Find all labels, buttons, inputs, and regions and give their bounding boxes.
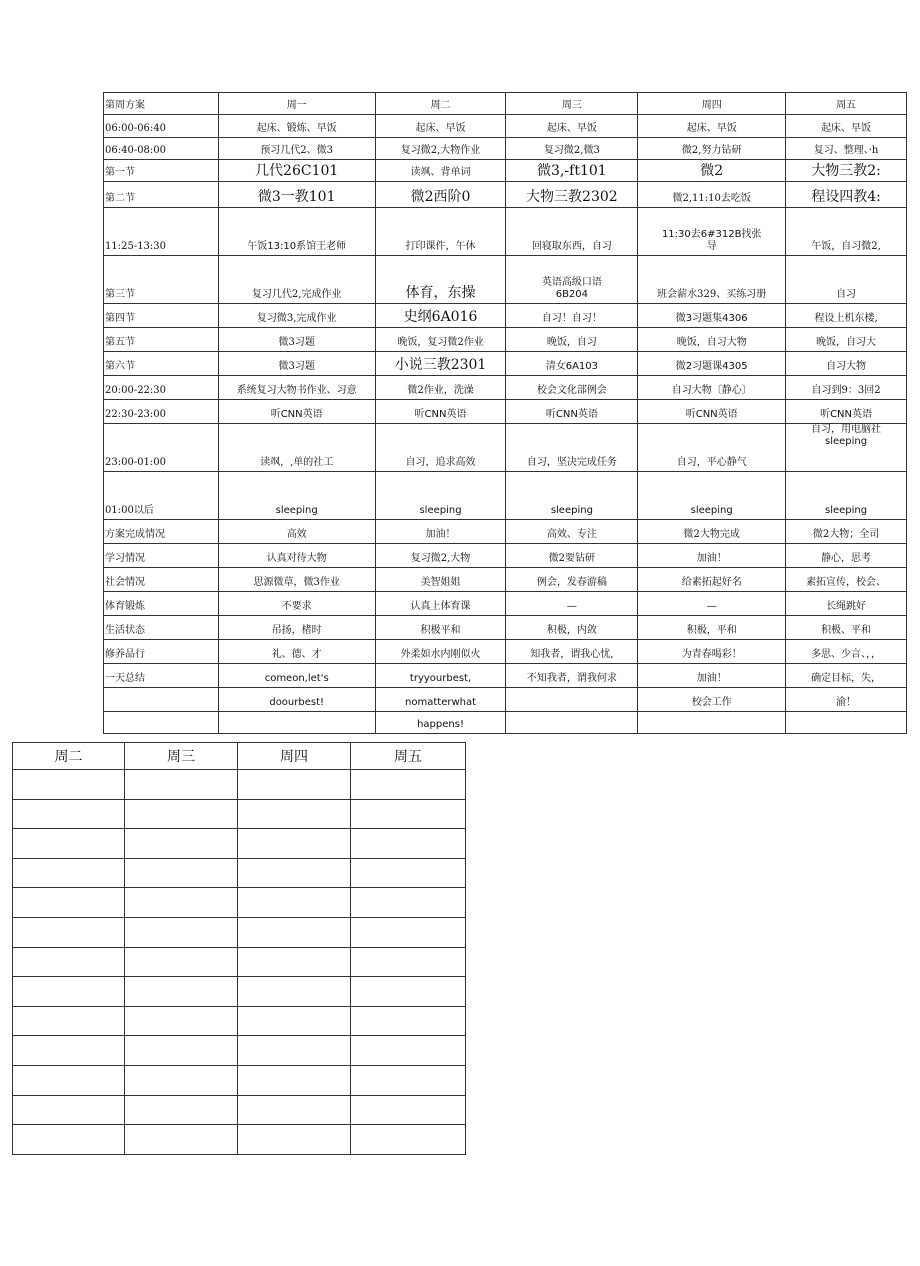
schedule-cell: 例会，发春游稿 xyxy=(506,568,638,592)
blank-table-row xyxy=(13,858,466,888)
schedule-cell: 听CNN英语 xyxy=(506,400,638,424)
blank-table-cell xyxy=(238,858,351,888)
blank-table-cell xyxy=(125,1065,238,1095)
blank-table-row xyxy=(13,1095,466,1125)
time-slot-label: 第六节 xyxy=(104,352,219,376)
schedule-cell: sleeping xyxy=(218,472,375,520)
schedule-cell: 微2作业，洗澡 xyxy=(375,376,506,400)
time-slot-label: 第五节 xyxy=(104,328,219,352)
schedule-cell: 晚饭，自习大物 xyxy=(638,328,786,352)
schedule-cell: sleeping xyxy=(638,472,786,520)
schedule-cell: 给素拓起好名 xyxy=(638,568,786,592)
schedule-cell: 自习！自习！ xyxy=(506,304,638,328)
schedule-cell: 多思、少言、，， xyxy=(786,640,907,664)
time-slot-label: 23:00-01:00 xyxy=(104,424,219,472)
schedule-cell: 几代26C101 xyxy=(218,160,375,182)
time-slot-label: 11:25-13:30 xyxy=(104,208,219,256)
blank-table-cell xyxy=(238,977,351,1007)
schedule-cell: 史纲6A016 xyxy=(375,304,506,328)
time-slot-label: 生活状态 xyxy=(104,616,219,640)
time-slot-label: 体育锻炼 xyxy=(104,592,219,616)
schedule-cell: 静心，思考 xyxy=(786,544,907,568)
blank-table-cell xyxy=(13,1065,125,1095)
blank-weekday-table xyxy=(12,742,466,1155)
schedule-row xyxy=(104,400,907,424)
schedule-cell: 为青春喝彩！ xyxy=(638,640,786,664)
schedule-cell: 回寝取东西，自习 xyxy=(506,208,638,256)
schedule-cell: 素拓宣传，校会、 xyxy=(786,568,907,592)
schedule-cell-line: 6B204 xyxy=(555,289,589,300)
blank-table-cell xyxy=(351,1065,466,1095)
schedule-cell: 复习几代2,完成作业 xyxy=(218,256,375,304)
schedule-cell: 起床、锻炼、早饭 xyxy=(218,115,375,138)
schedule-cell: 高效 xyxy=(218,520,375,544)
time-slot-label: 01:00以后 xyxy=(104,472,219,520)
schedule-cell: 微2习题课4305 xyxy=(638,352,786,376)
blank-table-cell xyxy=(13,888,125,918)
schedule-cell: 读飒、背单词 xyxy=(375,160,506,182)
blank-table-cell xyxy=(351,1036,466,1066)
schedule-cell: 听CNN英语 xyxy=(375,400,506,424)
schedule-cell: 起床、早饭 xyxy=(638,115,786,138)
schedule-cell: 校会工作 xyxy=(638,688,786,712)
schedule-cell-line: 导 xyxy=(706,241,717,252)
schedule-cell: 微2大物完成 xyxy=(638,520,786,544)
schedule-cell: 晚饭，自习大 xyxy=(786,328,907,352)
schedule-row xyxy=(104,568,907,592)
blank-table-cell xyxy=(238,799,351,829)
schedule-cell: 自习，平心静气 xyxy=(638,424,786,472)
blank-table-day-header: 周五 xyxy=(351,743,466,770)
schedule-cell xyxy=(506,712,638,734)
schedule-cell: 复习微2,大物 xyxy=(375,544,506,568)
schedule-corner-header: 第周方案 xyxy=(104,93,219,115)
schedule-cell: 外柔如水内刚似火 xyxy=(375,640,506,664)
time-slot-label: 06:00-06:40 xyxy=(104,115,219,138)
schedule-cell: 读飒，,单的社工 xyxy=(218,424,375,472)
blank-table-row xyxy=(13,977,466,1007)
time-slot-label xyxy=(104,688,219,712)
schedule-cell: nomatterwhat xyxy=(375,688,506,712)
blank-table-cell xyxy=(125,858,238,888)
blank-table-cell xyxy=(351,770,466,800)
schedule-row xyxy=(104,376,907,400)
schedule-cell: 听CNN英语 xyxy=(786,400,907,424)
schedule-cell: 大物三教2: xyxy=(786,160,907,182)
time-slot-label: 方案完成情况 xyxy=(104,520,219,544)
schedule-cell: 思源微草，微3作业 xyxy=(218,568,375,592)
day-column-header: 周一 xyxy=(218,93,375,115)
schedule-row xyxy=(104,640,907,664)
schedule-cell: 起床、早饭 xyxy=(375,115,506,138)
schedule-cell: 清女6A103 xyxy=(506,352,638,376)
schedule-cell: — xyxy=(506,592,638,616)
schedule-row xyxy=(104,115,907,138)
schedule-cell: 复习、整理、·h xyxy=(786,138,907,160)
schedule-cell xyxy=(506,688,638,712)
schedule-cell: 班会薪水329、买练习册 xyxy=(638,256,786,304)
blank-table-cell xyxy=(238,888,351,918)
blank-table-row xyxy=(13,770,466,800)
schedule-cell: 自习，追求高效 xyxy=(375,424,506,472)
blank-table-day-header: 周三 xyxy=(125,743,238,770)
blank-table-cell xyxy=(351,829,466,859)
blank-table-row xyxy=(13,1036,466,1066)
schedule-cell: 程设四教4: xyxy=(786,182,907,208)
blank-table-cell xyxy=(238,947,351,977)
time-slot-label: 一天总结 xyxy=(104,664,219,688)
blank-table-cell xyxy=(351,947,466,977)
time-slot-label xyxy=(104,712,219,734)
schedule-cell: 积极平和 xyxy=(375,616,506,640)
blank-table-row xyxy=(13,1006,466,1036)
blank-table-cell xyxy=(125,1036,238,1066)
schedule-cell: 系统复习大物书作业、习意 xyxy=(218,376,375,400)
blank-table-cell xyxy=(238,770,351,800)
blank-table-cell xyxy=(351,858,466,888)
schedule-cell: 自习到9：3回2 xyxy=(786,376,907,400)
schedule-cell: 微3一教101 xyxy=(218,182,375,208)
schedule-cell: comeon,let's xyxy=(218,664,375,688)
time-slot-label: 社会情况 xyxy=(104,568,219,592)
blank-table-cell xyxy=(13,917,125,947)
blank-table-cell xyxy=(351,1125,466,1155)
schedule-cell: 美智姐姐 xyxy=(375,568,506,592)
blank-table-row xyxy=(13,829,466,859)
blank-table-day-header: 周四 xyxy=(238,743,351,770)
blank-table-cell xyxy=(125,799,238,829)
blank-table-cell xyxy=(238,1006,351,1036)
time-slot-label: 学习情况 xyxy=(104,544,219,568)
schedule-cell: 积极，平和 xyxy=(638,616,786,640)
blank-table-cell xyxy=(351,1095,466,1125)
schedule-row xyxy=(104,256,907,304)
blank-table-row xyxy=(13,917,466,947)
time-slot-label: 修养品行 xyxy=(104,640,219,664)
day-column-header: 周三 xyxy=(506,93,638,115)
blank-table-cell xyxy=(351,888,466,918)
schedule-cell: 微2,努力钻研 xyxy=(638,138,786,160)
time-slot-label: 第二节 xyxy=(104,182,219,208)
blank-table-cell xyxy=(125,770,238,800)
blank-table-cell xyxy=(13,977,125,1007)
blank-table-cell xyxy=(125,1006,238,1036)
schedule-cell: 自习大物〔静心〕 xyxy=(638,376,786,400)
schedule-cell-line: 自习，用电脑社 xyxy=(811,424,882,435)
schedule-cell: 自习，坚决完成任务 xyxy=(506,424,638,472)
schedule-cell: sleeping xyxy=(375,472,506,520)
schedule-cell: sleeping xyxy=(786,472,907,520)
blank-table-cell xyxy=(125,977,238,1007)
schedule-cell: 加油！ xyxy=(375,520,506,544)
schedule-cell xyxy=(638,712,786,734)
schedule-cell: 加油！ xyxy=(638,664,786,688)
schedule-cell: 微2要钻研 xyxy=(506,544,638,568)
blank-table-cell xyxy=(238,829,351,859)
schedule-row xyxy=(104,424,907,472)
schedule-row xyxy=(104,138,907,160)
blank-table-cell xyxy=(238,1065,351,1095)
schedule-cell: 起床、早饭 xyxy=(786,115,907,138)
schedule-row xyxy=(104,328,907,352)
blank-table-row xyxy=(13,1125,466,1155)
blank-table-cell xyxy=(238,917,351,947)
schedule-cell: 积极、平和 xyxy=(786,616,907,640)
blank-table-cell xyxy=(13,1036,125,1066)
schedule-row xyxy=(104,592,907,616)
schedule-row xyxy=(104,182,907,208)
blank-table-cell xyxy=(351,917,466,947)
schedule-cell: 渝！ xyxy=(786,688,907,712)
schedule-cell: 微3习题 xyxy=(218,328,375,352)
blank-table-row xyxy=(13,947,466,977)
schedule-cell: sleeping xyxy=(506,472,638,520)
schedule-row xyxy=(104,304,907,328)
schedule-cell: 高效、专注 xyxy=(506,520,638,544)
schedule-row xyxy=(104,160,907,182)
schedule-cell: 微3习题集4306 xyxy=(638,304,786,328)
day-column-header: 周四 xyxy=(638,93,786,115)
schedule-cell: 微2西阶0 xyxy=(375,182,506,208)
schedule-cell: 加油！ xyxy=(638,544,786,568)
schedule-cell-line: sleeping xyxy=(825,436,868,447)
schedule-cell: 复习微2,微3 xyxy=(506,138,638,160)
schedule-cell xyxy=(786,712,907,734)
schedule-cell xyxy=(786,424,907,472)
blank-table-day-header: 周二 xyxy=(13,743,125,770)
schedule-cell-line: 11:30去6#312B找张 xyxy=(661,229,762,240)
blank-table-cell xyxy=(238,1125,351,1155)
blank-table-cell xyxy=(13,947,125,977)
schedule-cell: — xyxy=(638,592,786,616)
schedule-cell: 大物三教2302 xyxy=(506,182,638,208)
day-column-header: 周二 xyxy=(375,93,506,115)
day-column-header: 周五 xyxy=(786,93,907,115)
schedule-row xyxy=(104,352,907,376)
blank-table-cell xyxy=(238,1095,351,1125)
schedule-header-row xyxy=(104,93,907,115)
blank-table-cell xyxy=(13,858,125,888)
schedule-cell: 微2 xyxy=(638,160,786,182)
schedule-cell: 确定目标，失， xyxy=(786,664,907,688)
schedule-cell: 微2大物；全司 xyxy=(786,520,907,544)
schedule-cell: 长绳跳好 xyxy=(786,592,907,616)
blank-table-cell xyxy=(13,1125,125,1155)
blank-table-cell xyxy=(13,1095,125,1125)
schedule-cell: 微2,11:10去吃饭 xyxy=(638,182,786,208)
blank-table-row xyxy=(13,1065,466,1095)
schedule-row xyxy=(104,712,907,734)
time-slot-label: 第四节 xyxy=(104,304,219,328)
schedule-cell: happens! xyxy=(375,712,506,734)
schedule-cell-line: 英语高级口语 xyxy=(541,277,602,288)
schedule-cell: 礼、德、才 xyxy=(218,640,375,664)
blank-table-row xyxy=(13,888,466,918)
schedule-cell: 复习微2,大物作业 xyxy=(375,138,506,160)
blank-table-cell xyxy=(351,977,466,1007)
blank-table-row xyxy=(13,799,466,829)
schedule-cell xyxy=(638,208,786,256)
blank-table-cell xyxy=(125,829,238,859)
schedule-cell: 程设上机东楼, xyxy=(786,304,907,328)
blank-table-cell xyxy=(351,799,466,829)
schedule-cell: 午饭13:10系馆王老师 xyxy=(218,208,375,256)
schedule-row xyxy=(104,544,907,568)
weekly-schedule xyxy=(103,92,907,734)
schedule-cell: 听CNN英语 xyxy=(638,400,786,424)
schedule-cell: 午饭，自习微2, xyxy=(786,208,907,256)
schedule-cell: 预习几代2、微3 xyxy=(218,138,375,160)
schedule-cell: 知我者，谓我心忧, xyxy=(506,640,638,664)
schedule-cell: 不要求 xyxy=(218,592,375,616)
blank-table-cell xyxy=(125,947,238,977)
schedule-cell: 复习微3,完成作业 xyxy=(218,304,375,328)
blank-table-cell xyxy=(125,917,238,947)
blank-table-cell xyxy=(13,799,125,829)
blank-table-cell xyxy=(125,1095,238,1125)
blank-table-cell xyxy=(238,1036,351,1066)
schedule-cell: 听CNN英语 xyxy=(218,400,375,424)
schedule-cell: 晚饭，自习 xyxy=(506,328,638,352)
time-slot-label: 第三节 xyxy=(104,256,219,304)
schedule-cell xyxy=(218,712,375,734)
schedule-row xyxy=(104,520,907,544)
schedule-cell: 自习 xyxy=(786,256,907,304)
time-slot-label: 第一节 xyxy=(104,160,219,182)
blank-table-cell xyxy=(13,1006,125,1036)
blank-table-cell xyxy=(13,829,125,859)
blank-table-cell xyxy=(13,770,125,800)
schedule-row xyxy=(104,664,907,688)
schedule-cell: 积极，内敛 xyxy=(506,616,638,640)
schedule-row xyxy=(104,616,907,640)
schedule-cell: 体育，东操 xyxy=(375,256,506,304)
schedule-cell: tryyourbest, xyxy=(375,664,506,688)
schedule-row xyxy=(104,208,907,256)
blank-table-cell xyxy=(125,1125,238,1155)
time-slot-label: 22:30-23:00 xyxy=(104,400,219,424)
blank-table-header-row xyxy=(13,743,466,770)
schedule-cell: doourbest! xyxy=(218,688,375,712)
blank-table-cell xyxy=(125,888,238,918)
schedule-cell xyxy=(506,256,638,304)
schedule-row xyxy=(104,688,907,712)
time-slot-label: 20:00-22:30 xyxy=(104,376,219,400)
schedule-row xyxy=(104,472,907,520)
schedule-cell: 吊扬，楮时 xyxy=(218,616,375,640)
schedule-cell: 不知我者，谓我何求 xyxy=(506,664,638,688)
schedule-cell: 起床、早饭 xyxy=(506,115,638,138)
schedule-cell: 晚饭，复习微2作业 xyxy=(375,328,506,352)
time-slot-label: 06:40-08:00 xyxy=(104,138,219,160)
schedule-table xyxy=(103,92,907,734)
blank-table-cell xyxy=(351,1006,466,1036)
schedule-cell: 校会文化部例会 xyxy=(506,376,638,400)
schedule-cell: 微3,-ft101 xyxy=(506,160,638,182)
schedule-cell: 微3习题 xyxy=(218,352,375,376)
schedule-cell: 打印课件，午休 xyxy=(375,208,506,256)
schedule-cell: 认真对待大物 xyxy=(218,544,375,568)
schedule-cell: 自习大物 xyxy=(786,352,907,376)
schedule-cell: 认真上体育课 xyxy=(375,592,506,616)
schedule-cell: 小说三教2301 xyxy=(375,352,506,376)
